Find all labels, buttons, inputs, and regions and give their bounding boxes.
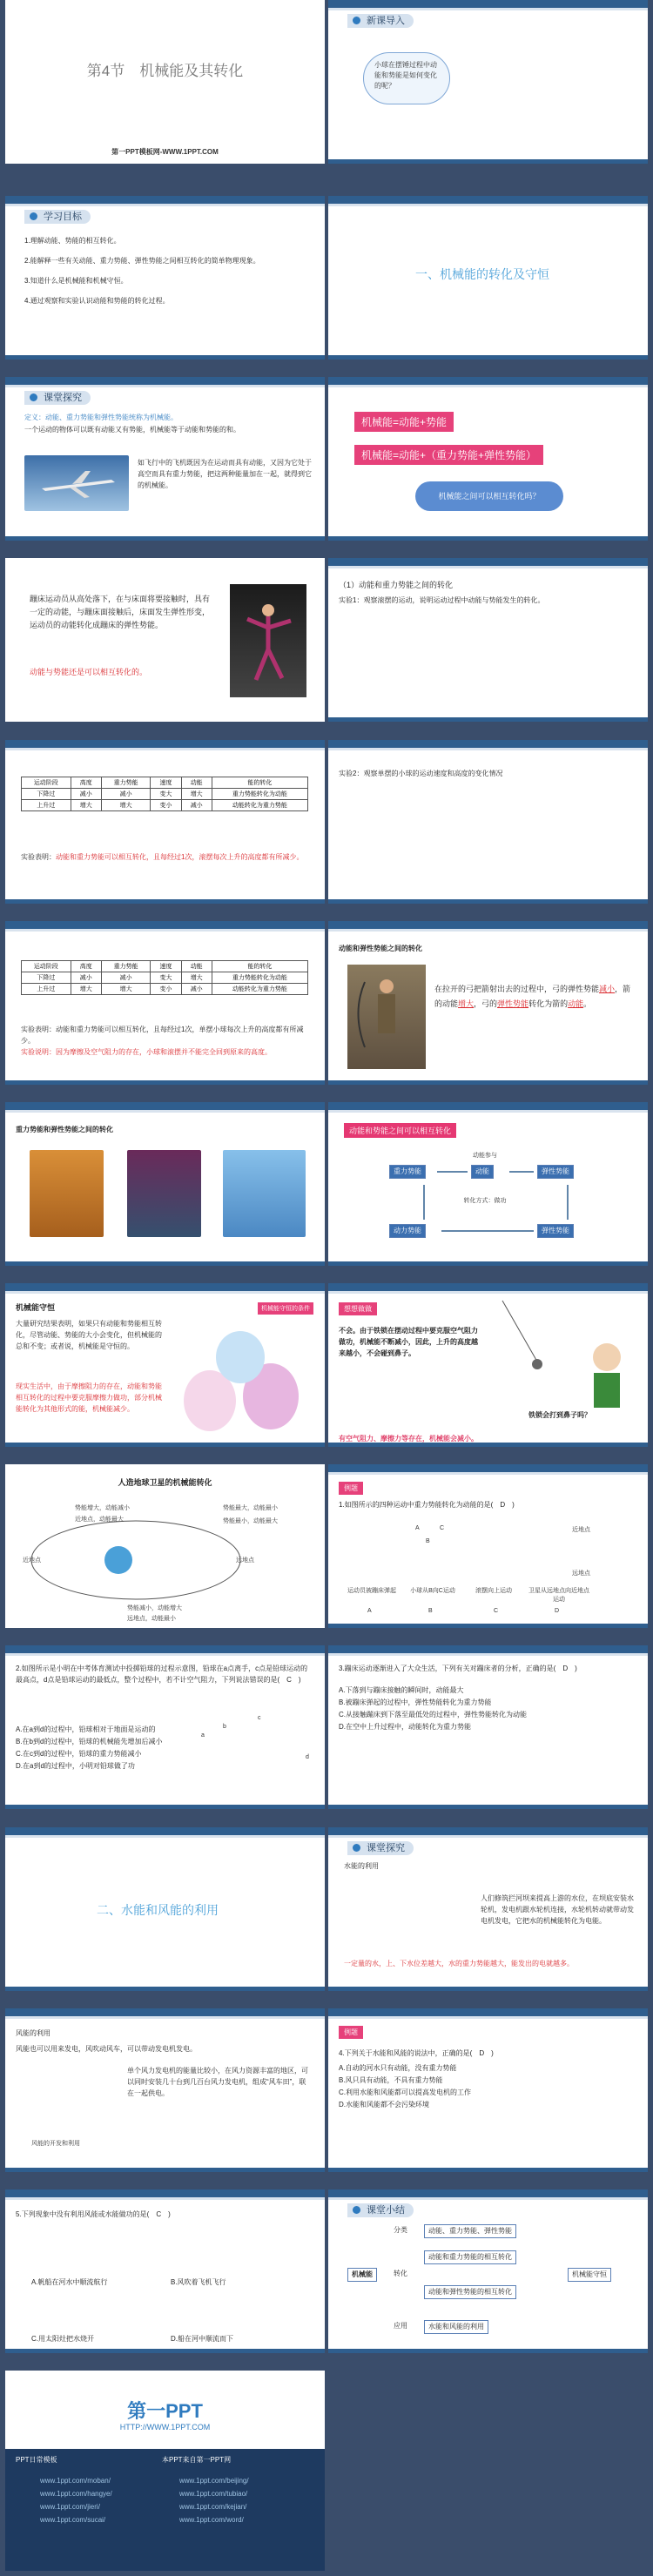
table-cell: 增大 [101,984,151,995]
question-5: 5.下列现象中没有利用风能或水能做功的是( C ) [16,2210,171,2218]
question-2: 2.如图所示是小明在中考体育测试中投掷铅球的过程示意图，铅球在a点离手，c点是铅球运动的最高点，d点是铅球运动的最低点，整个过程中，若不计空气阻力，下列说法错误的是( C ) [16,1665,308,1684]
subsection-head: 动能和弹性势能之间的转化 [339,945,422,952]
site-subtitle: 第一PPT模板网-WWW.1PPT.COM [111,148,219,156]
point-label: 远地点 [572,1570,590,1577]
option-label: B [428,1608,433,1614]
table-cell: 减小 [71,789,101,800]
option: D.在a到d的过程中，小明对铅球做了功 [16,1762,135,1770]
summary-root: 机械能 [347,2268,377,2282]
orbit-label: 势能增大，动能减小 [75,1505,130,1511]
slide-bow-arrow [328,921,648,1085]
slide-trampoline [5,558,325,722]
ad-link[interactable]: www.1ppt.com/sucai/ [40,2516,106,2524]
pendulum-question: 铁锁会打到鼻子吗？ [528,1411,591,1419]
summary-node: 动能和重力势能的相互转化 [424,2250,516,2264]
pendulum-red: 有空气阻力、摩擦力等存在，机械能会减小。 [339,1435,478,1443]
trampoline-photo [127,1150,201,1237]
bow-text-2: ，箭的动能 [434,985,631,1008]
archer-photo [347,965,426,1069]
slide-example-5 [5,2189,325,2353]
perigee-label: 近地点 [23,1557,41,1564]
slide-energy-diagram [328,1102,648,1266]
option: D.在空中上升过程中，动能转化为重力势能 [339,1723,471,1731]
table-cell: 动能转化为重力势能 [212,800,307,811]
goal-item: 2.能解释一些有关动能、重力势能、弹性势能之间相互转化的简单物理现象。 [24,257,260,265]
col-header: 重力势能 [101,961,151,972]
summary-node: 机械能守恒 [568,2268,611,2282]
lesson-title: 第4节 机械能及其转化 [86,63,244,79]
option-caption: 卫星从远地点向近地点运动 [528,1588,589,1603]
table-cell: 变大 [151,972,181,984]
example-badge: 例题 [339,1482,363,1495]
gymnast-icon [230,584,306,697]
col-header: 重力势能 [101,777,151,789]
option-label: C [494,1608,499,1614]
conservation-text: 大量研究结果表明，如果只有动能和势能相互转化，尽管动能、势能的大小会变化，但机械能的总和不变；或者说，机械能是守恒的。 [16,1320,162,1350]
table-row [22,789,308,800]
friction-body: 现实生活中，由于摩擦阻力的存在，动能和势能相互转化的过程中要克服摩擦力做功，部分机械能转化为其他形式的能， [16,1382,162,1413]
summary-node: 动能和弹性势能的相互转化 [424,2285,516,2299]
pendulum-text: 不会。由于铁锁在摆动过程中要克服空气阻力做功，机械能不断减小，因此，上升的高度越来越小，不会碰到鼻子。 [339,1327,478,1357]
summary-node: 水能和风能的利用 [424,2320,488,2334]
subsection-head: 水能的利用 [344,1862,379,1870]
bubble-text: 小球在摆锤过程中动能和势能是如何变化的呢？ [374,61,437,90]
option: B.被蹦床弹起的过程中，弹性势能转化为重力势能 [339,1698,492,1706]
slide-water-energy [328,1827,648,1991]
apogee-label: 远地点 [236,1557,254,1564]
orbit-label: 远地点，动能最小 [127,1616,176,1622]
table-cell: 重力势能转化为动能 [212,789,307,800]
subsection-head: 风能的利用 [16,2029,50,2037]
slide-section-1 [328,196,648,360]
section-tab: 新课导入 [347,14,414,28]
question-3: 3.蹦床运动逐渐进入了大众生活，下列有关对蹦床者的分析，正确的是( D ) [339,1665,577,1672]
section-tab: 课堂探究 [347,1841,414,1855]
table-cell: 增大 [101,800,151,811]
node-elastic: 弹性势能 [537,1165,574,1179]
question-1: 1.如图所示的四种运动中重力势能转化为动能的是( D ) [339,1501,515,1509]
friction-result: 机械能减少。 [92,1405,134,1413]
pendulum-illustration [485,1296,642,1418]
point-label: b [223,1724,226,1730]
slide-example-3 [328,1645,648,1809]
col-header: 运动阶段 [22,777,71,789]
bow-text-5: 。 [583,999,592,1008]
table-cell: 上升过 [22,984,71,995]
option: D.水能和风能都不会污染环境 [339,2101,429,2109]
ad-link[interactable]: www.1ppt.com/tubiao/ [179,2490,248,2498]
node-gravity: 重力势能 [389,1165,426,1179]
answer-2: 增大 [458,999,475,1008]
slide-definition [5,377,325,541]
slide-intro [328,0,648,164]
orbit-label: 势能最大，动能最小 [223,1505,278,1511]
bow-text-3: ，弓的 [474,999,498,1008]
ad-link[interactable]: www.1ppt.com/kejian/ [179,2503,247,2511]
point-label: B [426,1538,430,1544]
slide-table-2 [5,921,325,1085]
col-header: 动能 [181,777,212,789]
table-cell: 重力势能转化为动能 [212,972,307,984]
table-cell: 增大 [71,800,101,811]
point-label: a [201,1732,205,1739]
option: C.利用水能和风能都可以提高发电机的工作 [339,2088,471,2096]
option-label: A [367,1608,372,1614]
definition-text: 定义：动能、重力势能和弹性势能统称为机械能。 [24,414,178,421]
slide-ad [5,2371,325,2571]
summary-node: 动能、重力势能、弹性势能 [424,2224,516,2238]
trampoline-text: 蹦床运动员从高处落下，在与床面将要接触时，具有一定的动能，与蹦床面接触后，床面发生弹性形变，运动员的动能转化成蹦床的弹性势能。 [30,595,211,629]
slide-kinetic-gravity [328,558,648,722]
energy-table-2 [21,960,308,995]
formula-2: 机械能=动能+（重力势能+弹性势能） [354,445,543,465]
table-header-row [22,961,308,972]
goal-item: 3.知道什么是机械能和机械守恒。 [24,277,128,285]
option: A.在a到d的过程中，铅球相对于地面是运动的 [16,1725,156,1733]
airplane-icon [24,455,129,511]
conclusion-body: 动能和重力势能可以相互转化，且每经过1次，滚摆每次上升的高度都有所减少。 [56,853,304,861]
question-text: 机械能之间可以相互转化吗？ [438,492,541,501]
table-cell: 下降过 [22,789,71,800]
option: D.船在河中顺流而下 [171,2335,233,2343]
friction-text [16,1381,168,1415]
option-caption: 滚摆向上运动 [475,1588,512,1594]
airplane-photo [24,455,129,511]
airplane-explanation: 如飞行中的飞机既因为在运动而具有动能，又因为它处于高空而具有重力势能，把这两种能量加在一起，就得到它的机械能。 [138,459,312,489]
ad-link[interactable]: www.1ppt.com/jieri/ [40,2503,100,2511]
brand-logo: 第一PPT [127,2400,203,2422]
table-cell: 减小 [101,972,151,984]
section-tab: 课堂小结 [347,2203,414,2217]
ad-link[interactable]: www.1ppt.com/beijing/ [179,2477,249,2485]
node-bottom-left: 动力势能 [389,1224,426,1238]
water-text: 人们修筑拦河坝来提高上游的水位，在坝底安装水轮机，发电机跟水轮机连接，水轮机转动就带动发电机发电，它把水的机械能转化为电能。 [481,1894,634,1925]
slide-conservation [5,1283,325,1447]
slide-table-1 [5,740,325,904]
ad-link[interactable]: www.1ppt.com/hangye/ [40,2490,112,2498]
diving-photo [223,1150,306,1237]
orbit-label: 近地点，动能最大 [75,1517,124,1523]
option: B.风只具有动能，不具有重力势能 [339,2076,443,2084]
slide-example-1 [328,1464,648,1628]
ad-footer [5,2449,325,2571]
slide-gravity-elastic [5,1102,325,1266]
cartoon-characters [175,1314,314,1444]
option-caption: 小球从B向C运动 [410,1588,455,1594]
table-cell: 动能转化为重力势能 [212,984,307,995]
summary-branch: 分类 [394,2226,407,2234]
slide-section-2 [5,1827,325,1991]
table-cell: 下降过 [22,972,71,984]
col-header: 高度 [71,777,101,789]
slide-summary [328,2189,648,2353]
table-cell: 减小 [181,800,212,811]
option-label: D [555,1608,560,1614]
bow-text-1: 在拉开的弓把箭射出去的过程中，弓的弹性势能 [434,985,600,993]
table-cell: 变大 [151,789,181,800]
option: A.自动的河水只有动能，没有重力势能 [339,2064,457,2072]
option: C.用太阳灶把水烧开 [31,2335,94,2343]
table-cell: 增大 [181,972,212,984]
experiment-1: 实验1：观察滚摆的运动，说明运动过程中动能与势能发生的转化。 [339,596,545,604]
conclusion-label: 实验表明： [21,853,56,861]
ad-heading-1: PPT日常模板 [16,2456,57,2464]
option: A.下落到与蹦床接触的瞬间时，动能最大 [339,1686,464,1694]
section-tab: 学习目标 [24,210,91,224]
question-cloud [415,481,563,511]
point-label: 近地点 [572,1527,590,1533]
example-badge: 例题 [339,2026,363,2039]
summary-branch: 应用 [394,2322,407,2330]
table-row [22,800,308,811]
table-cell: 变小 [151,800,181,811]
result-text: 实验表明：动能和重力势能可以相互转化，且每经过1次，单摆小球每次上升的高度都有所减少。 [21,1026,304,1045]
energy-table [21,777,308,811]
answer-3: 弹性势能 [497,999,529,1008]
slide-goals [5,196,325,360]
table-cell: 变小 [151,984,181,995]
pole-vault-photo [30,1150,104,1237]
option: C.在c到d的过程中，铅球的重力势能减小 [16,1750,142,1758]
answer-1: 减小 [599,985,616,993]
ad-heading-2: 本PPT来自第一PPT网 [162,2456,232,2464]
col-header: 运动阶段 [22,961,71,972]
condition-badge: 机械能守恒的条件 [258,1302,313,1315]
table-cell: 减小 [101,789,151,800]
orbit-label: 势能减小，动能增大 [127,1605,182,1611]
think-badge: 想想做做 [339,1302,377,1315]
subsection-head: 重力势能和弹性势能之间的转化 [16,1126,113,1133]
thought-bubble [363,52,450,104]
wind-text-1: 风能也可以用来发电，风吹动风车，可以带动发电机发电。 [16,2045,197,2053]
orbit-label: 势能最小，动能最大 [223,1518,278,1524]
col-header: 速度 [151,777,181,789]
option-caption: 运动员被蹦床弹起 [347,1588,396,1594]
bow-text-4: 转化为箭的 [528,999,569,1008]
point-label: c [258,1715,261,1721]
summary-branch: 转化 [394,2270,407,2277]
table-cell: 增大 [181,789,212,800]
col-header: 动能 [181,961,212,972]
table-cell: 减小 [181,984,212,995]
formula-1: 机械能=动能+势能 [354,412,454,432]
subsection-head: 机械能守恒 [16,1303,56,1312]
diagram-method: 转化方式：做功 [463,1198,507,1204]
option: B.在b到d的过程中，铅球的机械能先增加后减小 [16,1738,163,1745]
option: B.风吹着飞机飞行 [171,2278,226,2286]
slide-wind-energy [5,2008,325,2172]
slide-example-2 [5,1645,325,1809]
slide-formula [328,377,648,541]
table-row [22,972,308,984]
goal-item: 1.理解动能、势能的相互转化。 [24,237,121,245]
col-header: 高度 [71,961,101,972]
section-title: 二、水能和风能的利用 [97,1903,219,1917]
table-row [22,984,308,995]
col-header: 能的转化 [212,961,307,972]
point-label: d [306,1754,309,1760]
option: C.从接触蹦床到下落至最低处的过程中，弹性势能转化为动能 [339,1711,527,1718]
water-red: 一定量的水，上、下水位差越大，水的重力势能越大，能发出的电就越多。 [344,1960,574,1967]
option: A.帆船在河水中顺流航行 [31,2278,108,2286]
node-kinetic: 动能 [471,1165,494,1179]
ad-link[interactable]: www.1ppt.com/moban/ [40,2477,111,2485]
bow-text [434,982,635,1012]
subsection-head: （1）动能和重力势能之间的转化 [339,581,454,589]
archer-icon [347,965,426,1069]
slide-experiment-2 [328,740,648,904]
slide-title [5,0,325,164]
node-bottom-right: 弹性势能 [537,1224,574,1238]
table-cell: 减小 [71,972,101,984]
experiment-2: 实验2：观察单摆的小球的运动速度和高度的变化情况 [339,770,503,777]
slide-satellite [5,1464,325,1628]
table-cell: 增大 [71,984,101,995]
wind-caption: 风能的开发和利用 [31,2141,80,2147]
slide-example-4 [328,2008,648,2172]
section-title: 一、机械能的转化及守恒 [415,267,549,281]
table-cell: 上升过 [22,800,71,811]
col-header: 能的转化 [212,777,307,789]
explanation-text: 实验说明：因为摩擦及空气阻力的存在，小球和滚摆并不能完全回到原来的高度。 [21,1048,272,1056]
wind-text-2: 单个风力发电机的能量比较小，在风力资源丰富的地区，可以同时安装几十台到几百台风力发电机，组成“风车田”，联在一起供电。 [127,2067,308,2097]
conversion-banner: 动能和势能之间可以相互转化 [344,1123,456,1138]
section-tab: 课堂探究 [24,391,91,405]
trampoline-conclusion: 动能与势能还是可以相互转化的。 [30,668,148,676]
point-label: C [440,1525,445,1531]
col-header: 速度 [151,961,181,972]
slide-pendulum [328,1283,648,1447]
goal-item: 4.通过观察和实验认识动能和势能的转化过程。 [24,297,170,305]
conclusion-text [21,851,308,863]
answer-4: 动能 [568,999,584,1008]
table-header-row [22,777,308,789]
brand-url: HTTP://WWW.1PPT.COM [119,2423,211,2431]
question-4: 4.下列关于水能和风能的说法中，正确的是( D ) [339,2049,494,2057]
point-label: A [415,1525,420,1531]
definition-line2: 一个运动的物体可以既有动能又有势能，机械能等于动能和势能的和。 [24,426,240,434]
gymnast-photo [230,584,306,697]
ad-link[interactable]: www.1ppt.com/word/ [179,2516,244,2524]
diagram-arrows [328,1102,648,1266]
diagram-top: 动能参与 [473,1153,497,1159]
satellite-title: 人造地球卫星的机械能转化 [118,1478,212,1487]
